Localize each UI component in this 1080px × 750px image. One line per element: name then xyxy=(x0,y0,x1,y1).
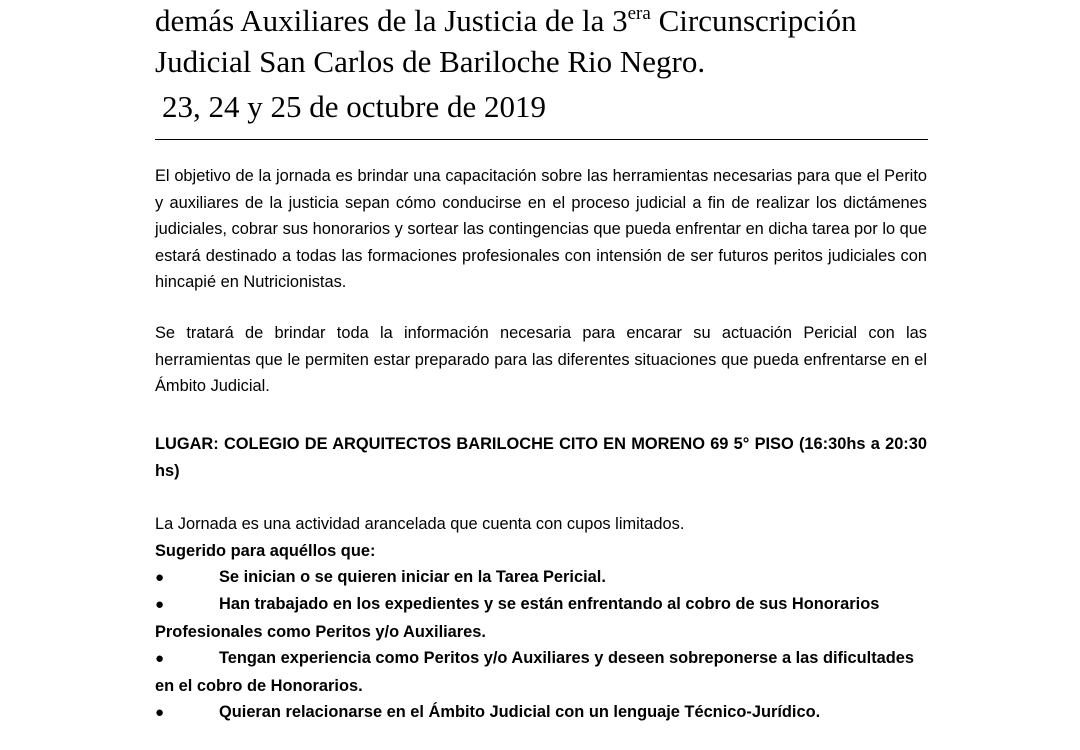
title-line-1-rest: Circunscripción xyxy=(650,3,857,38)
title-line-1 xyxy=(155,0,927,41)
suggested-list xyxy=(155,564,927,726)
document-title xyxy=(155,0,927,127)
title-ordinal-superscript: era xyxy=(627,3,651,24)
list-item-text: Tengan experiencia como Peritos y/o Auxiliares y deseen sobreponerse a las dificultades en el cobro de Honorarios. xyxy=(155,649,915,695)
list-item xyxy=(155,564,927,591)
list-item xyxy=(155,699,927,726)
title-line-1-text: demás Auxiliares de la Justicia de la 3 xyxy=(155,3,628,38)
list-item-text: Quieran relacionarse en el Ámbito Judicial con un lenguaje Técnico-Jurídico. xyxy=(219,703,821,722)
objective-paragraph: El objetivo de la jornada es brindar una capacitación sobre las herramientas necesarias para que el Perito y auxiliares de la justicia sepan cómo conducirse en el proceso judicial a fin de realizar los dictámenes judiciales, cobrar sus honorarios y sortear las contingencias que pueda enfrentar en dicha tarea por lo que estará destinado a todas las formaciones profesionales con intensión de ser futuros peritos judiciales con hincapié en Nutricionistas. xyxy=(155,167,927,292)
title-dates: 23, 24 y 25 de octubre de 2019 xyxy=(162,89,546,124)
bullet-icon: ● xyxy=(155,704,165,722)
document-page xyxy=(155,0,927,722)
suggested-heading: Sugerido para aquéllos que: xyxy=(155,542,376,560)
bullet-icon: ● xyxy=(155,650,165,668)
list-item xyxy=(155,591,927,645)
bullet-icon: ● xyxy=(155,569,165,586)
title-divider xyxy=(155,139,928,140)
list-item-text: Se inician o se quieren iniciar en la Tarea Pericial. xyxy=(219,568,606,586)
list-item xyxy=(155,645,927,699)
location-paragraph: LUGAR: COLEGIO DE ARQUITECTOS BARILOCHE CITO EN MORENO 69 5° PISO (16:30hs a 20:30 hs) xyxy=(155,435,927,480)
information-paragraph: Se tratará de brindar toda la información necesaria para encarar su actuación Pericial con las herramientas que le permiten estar preparado para las diferentes situaciones que pueda enfrentarse en el Ámbito Judicial. xyxy=(155,324,927,396)
title-line-2: Judicial San Carlos de Bariloche Rio Negro. xyxy=(155,44,706,79)
bullet-icon: ● xyxy=(155,596,165,614)
fee-paragraph: La Jornada es una actividad arancelada que cuenta con cupos limitados. xyxy=(155,515,685,533)
list-item-text: Han trabajado en los expedientes y se están enfrentando al cobro de sus Honorarios Profesionales como Peritos y/o Auxiliares. xyxy=(155,595,880,641)
